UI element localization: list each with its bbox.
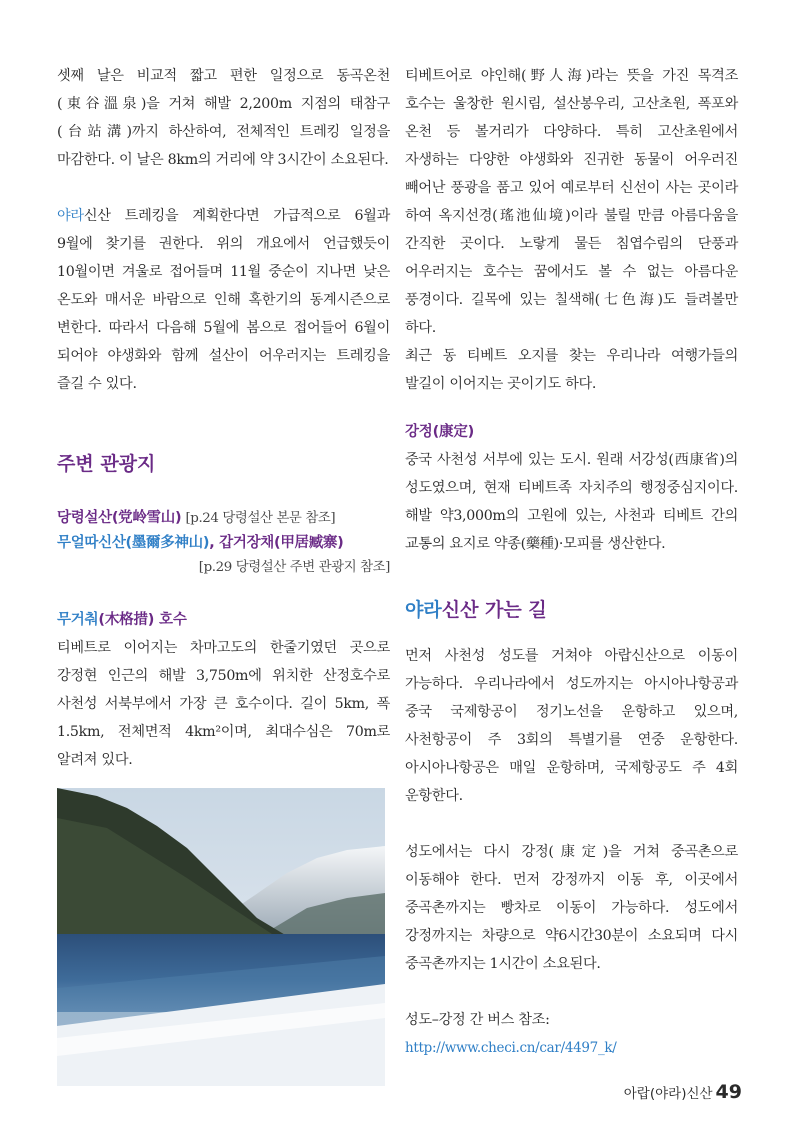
ref-note-1: [p.24 당령설산 본문 참조] <box>185 511 336 526</box>
ref-dangling-snow-mountain: 당령설산(党岭雪山) <box>57 510 182 526</box>
ref-note-2: [p.29 당령설산 주변 관광지 참조] <box>198 560 390 575</box>
heading-mugecuo-lake <box>57 606 390 634</box>
heading-mugecuo-rest: (木格措) 호수 <box>98 612 187 628</box>
lake-photo <box>57 788 385 1086</box>
ref-separator: , <box>209 535 220 551</box>
paragraph-season <box>57 202 390 398</box>
page-footer <box>624 1081 742 1103</box>
footer-title: 아랍(야라)신산 <box>623 1086 713 1102</box>
paragraph-season-text: 신산 트레킹을 계획한다면 가급적으로 6월과 9월에 찾기를 권한다. 위의 개요에서 언급했듯이 10월이면 겨울로 접어들며 11월 중순이 지나면 낮은 온도와 매서운 바람으로 인해 혹한기의 동계시즌으로 변한다. 따라서 다음해 5월에 봄으로 접어들어 6월이 되어야 야생화와 함께 설산이 어우러지는 트레킹을 즐길 수 있다. <box>57 208 390 392</box>
page-number: 49 <box>715 1081 742 1103</box>
route-title-rest: 신산 가는 길 <box>441 599 547 621</box>
bus-reference-label: 성도–강정 간 버스 참조: <box>405 1012 550 1028</box>
section-title-route <box>405 590 738 630</box>
right-column <box>405 62 738 1062</box>
ref-line-1 <box>57 506 390 531</box>
section-title-nearby: 주변 관광지 <box>57 453 156 475</box>
route-title-accent: 야라 <box>405 599 442 621</box>
ref-murdo-mountain: 무얼따신산(墨爾多神山) <box>57 535 210 551</box>
paragraph-travelers: 최근 동 티베트 오지를 찾는 우리나라 여행가들의 발길이 이어지는 곳이기도 하다. <box>405 348 738 392</box>
paragraph-yeti-lake: 티베트어로 야인해(野人海)라는 뜻을 가진 목격조 호수는 울창한 원시림, 설산봉우리, 고산초원, 폭포와 온천 등 볼거리가 다양하다. 특히 고산초원에서 자생하는 다양한 야생화와 진귀한 동물이 어우러진 빼어난 풍광을 품고 있어 예로부터 신선이 사는 곳이라 하여 옥지선경(瑤池仙境)이라 불릴 만큼 아름다움을 간직한 곳이다. 노랗게 물든 침엽수림의 단풍과 어우러지는 호수는 꿈에서도 볼 수 없는 아름다운 풍경이다. 길목에 있는 칠색해(七色海)도 들려볼만 하다. <box>405 68 738 336</box>
heading-kangding: 강정(康定) <box>405 424 475 440</box>
paragraph-day3: 셋째 날은 비교적 짧고 편한 일정으로 동곡온천(東谷溫泉)을 거쳐 해발 2,200m 지점의 태참구(台站溝)까지 하산하여, 전체적인 트레킹 일정을 마감한다. 이 날은 8km의 거리에 약 3시간이 소요된다. <box>57 68 390 168</box>
heading-mugecuo-accent: 무거춰 <box>57 612 99 628</box>
paragraph-flights: 먼저 사천성 성도를 거쳐야 아랍신산으로 이동이 가능하다. 우리나라에서 성도까지는 아시아나항공과 중국 국제항공이 정기노선을 운항하고 있으며, 사천항공이 주 3회의 특별기를 연중 운항한다. 아시아나항공은 매일 운항하며, 국제항공도 주 4회 운항한다. <box>405 648 738 804</box>
paragraph-lake: 티베트로 이어지는 차마고도의 한줄기였던 곳으로 강정현 인근의 해발 3,750m에 위치한 산정호수로 사천성 서북부에서 가장 큰 호수이다. 길이 5km, 폭 1.5km, 전체면적 4km²이며, 최대수심은 70m로 알려져 있다. <box>57 640 390 768</box>
lake-photo-image <box>57 788 385 1086</box>
paragraph-kangding: 중국 사천성 서부에 있는 도시. 원래 서강성(西康省)의 성도였으며, 현재 티베트족 자치주의 행정중심지이다. 해발 약3,000m의 고원에 있는, 사천과 티베트 간의 교통의 요지로 약종(藥種)·모피를 생산한다. <box>405 452 738 552</box>
left-column <box>57 62 390 1086</box>
bus-reference-link[interactable]: http://www.checi.cn/car/4497_k/ <box>405 1040 617 1056</box>
ref-line-2 <box>57 531 390 555</box>
accent-yara: 야라 <box>57 208 84 224</box>
ref-jiaju-village: 갑거장채(甲居臧寨) <box>219 535 344 551</box>
ref-line-3 <box>57 555 390 580</box>
paragraph-ground-transport: 성도에서는 다시 강정(康定)을 거쳐 중곡촌으로 이동해야 한다. 먼저 강정까지 이동 후, 이곳에서 중곡촌까지는 빵차로 이동이 가능하다. 성도에서 강정까지는 차량으로 약6시간30분이 소요되며 다시 중곡촌까지는 1시간이 소요된다. <box>405 844 738 972</box>
